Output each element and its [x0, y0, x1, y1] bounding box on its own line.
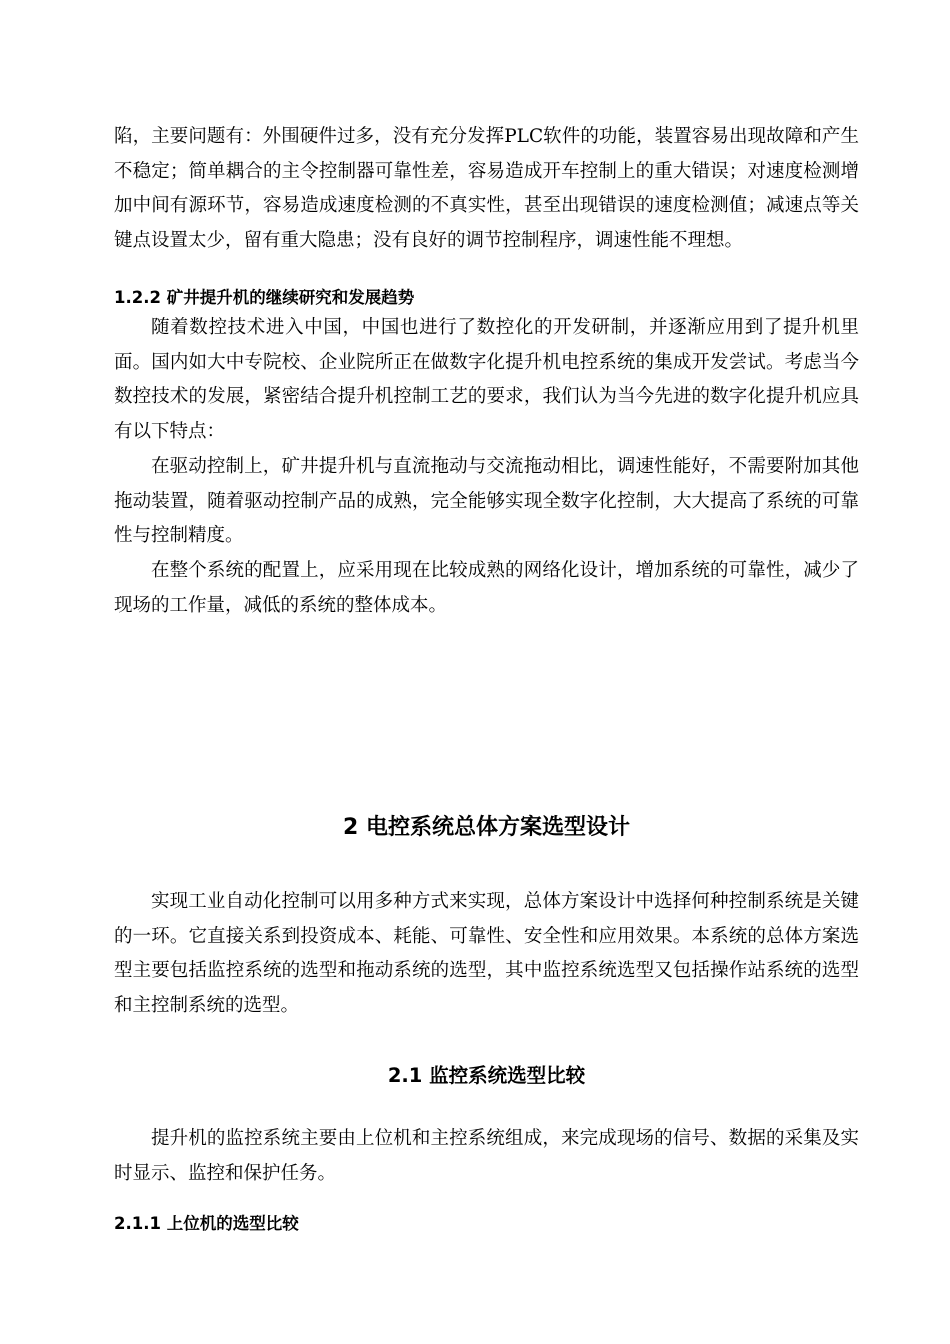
chapter-2: [114, 813, 859, 843]
paragraph-system-config: 在整个系统的配置上，应采用现在比较成熟的网络化设计，增加系统的可靠性，减少了现场的工作量，减低的系统的整体成本。: [114, 559, 859, 616]
paragraph-digital-trend: 随着数控技术进入中国，中国也进行了数控化的开发研制，并逐渐应用到了提升机里面。国内如大中专院校、企业院所正在做数字化提升机电控系统的集成开发尝试。考虑当今数控技术的发展，紧密结合提升机控制工艺的要求，我们认为当今先进的数字化提升机应具有以下特点：: [114, 317, 859, 443]
section-heading-2-1: 2.1 监控系统选型比较: [387, 1064, 586, 1087]
section-heading-2-1-1: 2.1.1 上位机的选型比较: [114, 1214, 299, 1233]
section-1-2-2-body: [114, 311, 859, 623]
chapter-heading-2: 2 电控系统总体方案选型设计: [343, 815, 630, 840]
paragraph-monitoring-system: 提升机的监控系统主要由上位机和主控系统组成，来完成现场的信号、数据的采集及实时显示、监控和保护任务。: [114, 1128, 859, 1184]
section-1-2-2: [114, 286, 859, 310]
section-2-1: [114, 1062, 859, 1090]
paragraph-chapter-2-intro: 实现工业自动化控制可以用多种方式来实现，总体方案设计中选择何种控制系统是关键的一环。它直接关系到投资成本、耗能、可靠性、安全性和应用效果。本系统的总体方案选型主要包括监控系统的选型和拖动系统的选型，其中监控系统选型又包括操作站系统的选型和主控制系统的选型。: [114, 891, 859, 1017]
chapter-2-intro-block: [114, 885, 859, 1024]
section-heading-1-2-2: 1.2.2 矿井提升机的继续研究和发展趋势: [114, 288, 415, 307]
section-2-1-1: [114, 1212, 859, 1236]
paragraph-drive-control: 在驱动控制上，矿井提升机与直流拖动与交流拖动相比，调速性能好，不需要附加其他拖动装置，随着驱动控制产品的成熟，完全能够实现全数字化控制，大大提高了系统的可靠性与控制精度。: [114, 455, 859, 547]
continuation-paragraph: 陷，主要问题有：外围硬件过多，没有充分发挥PLC软件的功能，装置容易出现故障和产生不稳定；简单耦合的主令控制器可靠性差，容易造成开车控制上的重大错误；对速度检测增加中间有源环节，容易造成速度检测的不真实性，甚至出现错误的速度检测值；减速点等关键点设置太少，留有重大隐患；没有良好的调节控制程序，调速性能不理想。: [114, 126, 859, 252]
section-2-1-body: [114, 1122, 859, 1191]
continuation-block: [114, 120, 859, 259]
